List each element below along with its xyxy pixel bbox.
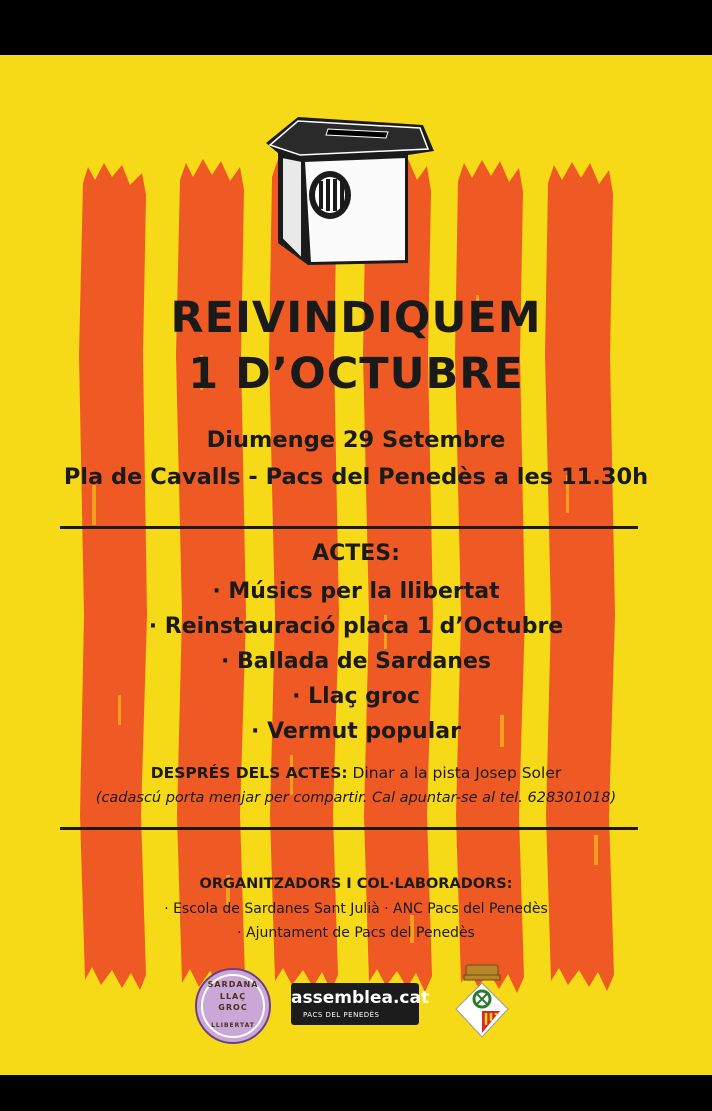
assemblea-sub: PACS DEL PENEDÈS xyxy=(303,1011,380,1019)
catalan-seal-icon xyxy=(309,171,351,219)
lunch-note: (cadascú porta menjar per compartir. Cal apuntar-se al tel. 628301018) xyxy=(95,790,617,806)
acte-item: · Ballada de Sardanes xyxy=(221,649,491,674)
date-line: Diumenge 29 Setembre xyxy=(206,427,506,453)
organizers-line-1: · Escola de Sardanes Sant Julià · ANC Pacs del Penedès xyxy=(164,901,548,917)
after-events-label: DESPRÉS DELS ACTES: xyxy=(150,764,348,782)
acte-item: · Músics per la llibertat xyxy=(212,579,500,604)
acte-item: · Llaç groc xyxy=(292,684,420,709)
place-line: Pla de Cavalls - Pacs del Penedès a les 11.30h xyxy=(63,464,649,490)
ballot-box-icon xyxy=(258,113,438,273)
assemblea-name: assemblea.cat xyxy=(291,988,430,1008)
title-line-2: 1 D’OCTUBRE xyxy=(188,349,524,399)
title-line-1: REIVINDIQUEM xyxy=(170,293,542,343)
organizers-line-2: · Ajuntament de Pacs del Penedès xyxy=(237,925,475,941)
divider-bottom xyxy=(60,827,638,830)
assemblea-logo xyxy=(291,983,430,1025)
actes-heading: ACTES: xyxy=(312,541,400,566)
municipal-shield-icon xyxy=(452,963,512,1043)
sardana-llac-groc-logo xyxy=(195,968,271,1044)
poster xyxy=(0,55,712,1075)
divider-top xyxy=(60,526,638,529)
logo-text: SARDANA xyxy=(207,980,259,989)
acte-item: · Reinstauració placa 1 d’Octubre xyxy=(148,614,564,639)
after-events-text: Dinar a la pista Josep Soler xyxy=(352,764,562,782)
organizers-heading: ORGANITZADORS I COL·LABORADORS: xyxy=(199,876,513,892)
after-events xyxy=(0,764,712,782)
logo-text: GROC xyxy=(218,1003,248,1012)
acte-item: · Vermut popular xyxy=(251,719,461,744)
logo-text: LLIBERTAT xyxy=(211,1022,255,1029)
logo-text: LLAÇ xyxy=(219,992,247,1001)
